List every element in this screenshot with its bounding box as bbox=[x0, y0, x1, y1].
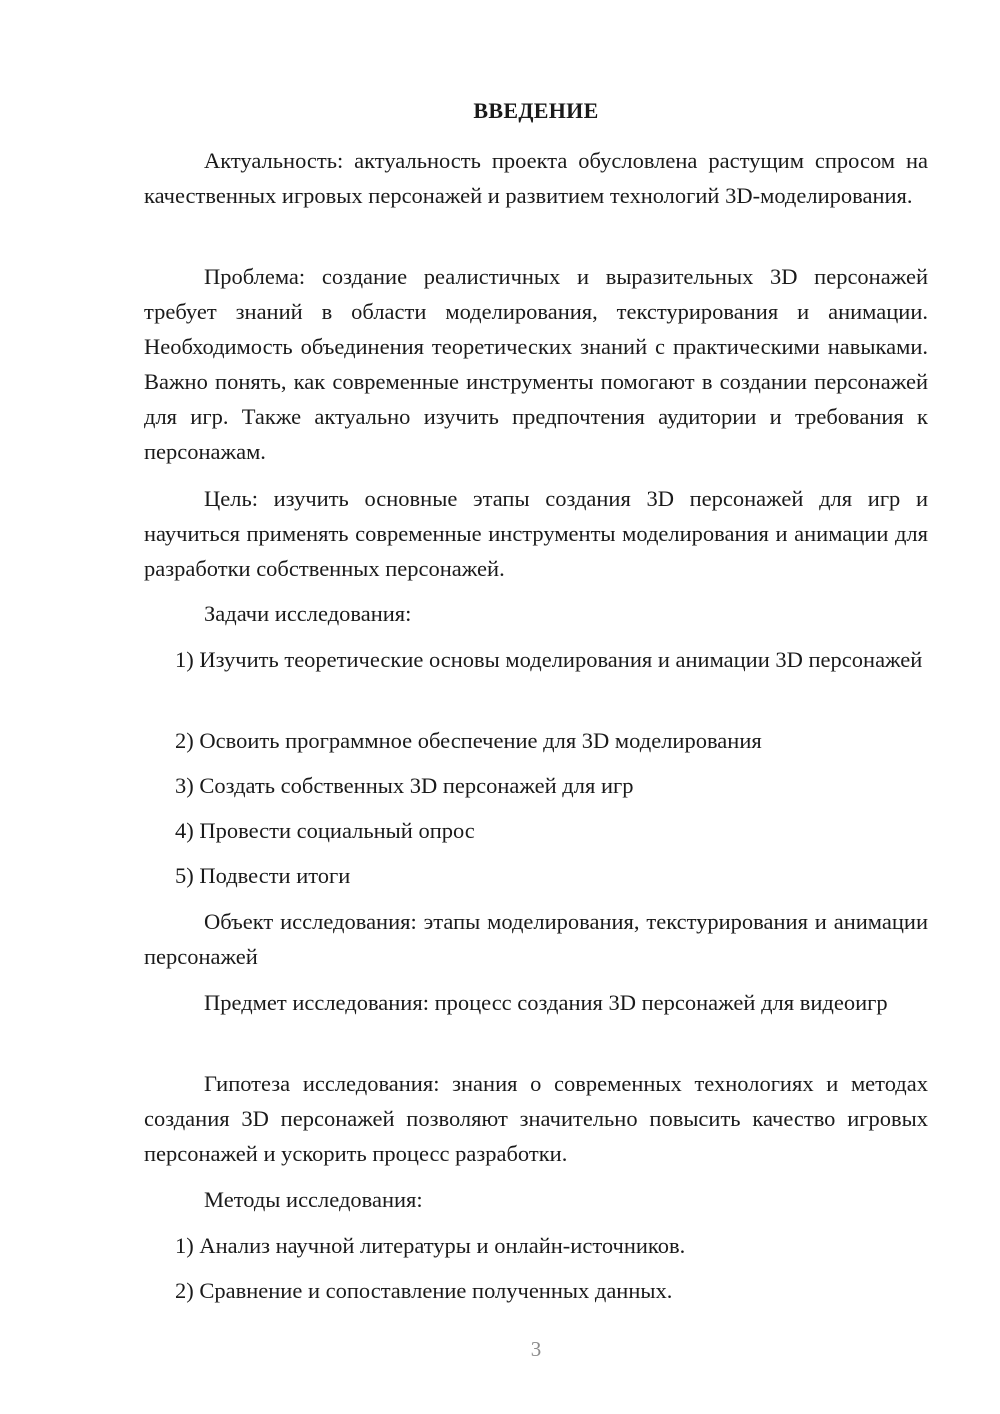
paragraph-tasks-heading: Задачи исследования: bbox=[204, 601, 412, 626]
paragraph-subject: Предмет исследования: процесс создания 3D персонажей для видеоигр bbox=[204, 990, 888, 1015]
list-item-task-3: 3) Создать собственных 3D персонажей для игр bbox=[175, 773, 634, 798]
paragraph-hypothesis: Гипотеза исследования: знания о современных технологиях и методах создания 3D персонажей позволяют значительно повысить качество игровых персонажей и ускорить процесс разработки. bbox=[144, 1071, 928, 1166]
list-item-method-2: 2) Сравнение и сопоставление полученных данных. bbox=[175, 1278, 673, 1303]
list-item-task-4: 4) Провести социальный опрос bbox=[175, 818, 475, 843]
paragraph-problem: Проблема: создание реалистичных и выразительных 3D персонажей требует знаний в области моделирования, текстурирования и анимации. Необходимость объединения теоретических знаний с практическими навыками. Важно понять, как современные инструменты помогают в создании персонажей для игр. Также актуально изучить предпочтения аудитории и требования к персонажам. bbox=[144, 264, 928, 464]
list-item-task-1: 1) Изучить теоретические основы моделирования и анимации 3D персонажей bbox=[175, 647, 923, 672]
paragraph-relevance: Актуальность: актуальность проекта обусловлена растущим спросом на качественных игровых персонажей и развитием технологий 3D-моделирования. bbox=[144, 148, 928, 208]
paragraph-methods-heading: Методы исследования: bbox=[204, 1187, 423, 1212]
list-item-task-5: 5) Подвести итоги bbox=[175, 863, 351, 888]
list-item-task-2: 2) Освоить программное обеспечение для 3D моделирования bbox=[175, 728, 762, 753]
list-item-method-1: 1) Анализ научной литературы и онлайн-источников. bbox=[175, 1233, 686, 1258]
page-number: 3 bbox=[530, 1337, 542, 1361]
paragraph-object: Объект исследования: этапы моделирования, текстурирования и анимации персонажей bbox=[144, 909, 928, 969]
section-heading: ВВЕДЕНИЕ bbox=[473, 98, 599, 123]
paragraph-goal: Цель: изучить основные этапы создания 3D персонажей для игр и научиться применять современные инструменты моделирования и анимации для разработки собственных персонажей. bbox=[144, 486, 928, 581]
